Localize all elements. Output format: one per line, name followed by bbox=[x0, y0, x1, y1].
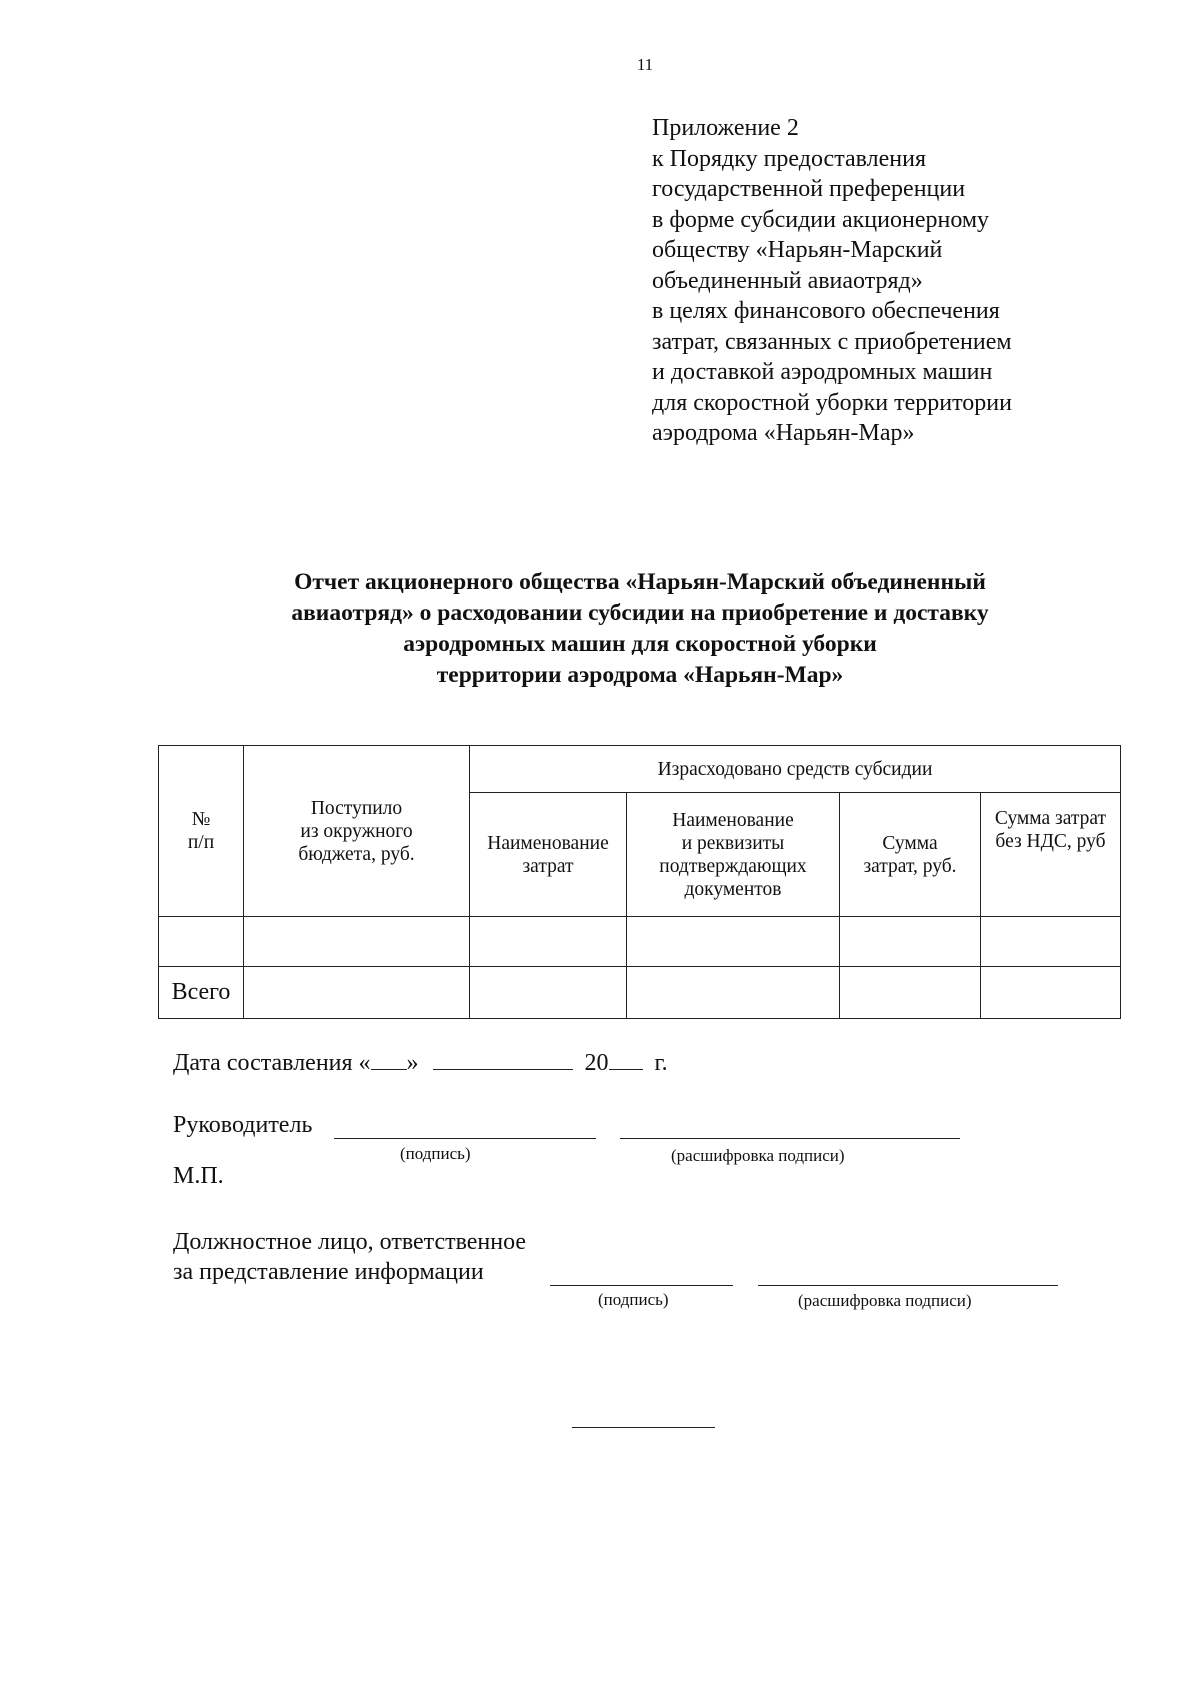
appendix-note bbox=[652, 113, 1122, 449]
year-suffix: г. bbox=[654, 1050, 668, 1076]
year-blank bbox=[609, 1047, 643, 1070]
title-line: авиаотряд» о расходовании субсидии на приобретение и доставку bbox=[291, 600, 989, 626]
head-signature-line bbox=[334, 1138, 596, 1139]
header-sum-no-vat: Сумма затрат без НДС, руб bbox=[981, 793, 1121, 917]
header-sum: Сумма затрат, руб. bbox=[840, 793, 981, 917]
title-line: аэродромных машин для скоростной уборки bbox=[403, 631, 877, 657]
head-decode-caption: (расшифровка подписи) bbox=[671, 1146, 845, 1165]
table-cell bbox=[627, 967, 840, 1019]
header-cost-name: Наименование затрат bbox=[470, 793, 627, 917]
header-received: Поступило из окружного бюджета, руб. bbox=[244, 746, 470, 917]
appendix-line: государственной преференции bbox=[652, 176, 966, 202]
header-number: № п/п bbox=[159, 746, 244, 917]
header-documents: Наименование и реквизиты подтверждающих документов bbox=[627, 793, 840, 917]
date-label: Дата составления « bbox=[173, 1050, 371, 1076]
official-line: Должностное лицо, ответственное bbox=[173, 1229, 527, 1255]
official-line: за представление информации bbox=[173, 1259, 484, 1285]
header-spent-group: Израсходовано средств субсидии bbox=[470, 746, 1121, 793]
appendix-line: и доставкой аэродромных машин bbox=[652, 359, 993, 385]
appendix-line: в форме субсидии акционерному bbox=[652, 206, 990, 233]
title-line: Отчет акционерного общества «Нарьян-Марский объединенный bbox=[294, 569, 986, 595]
date-line bbox=[173, 1047, 668, 1077]
table-cell bbox=[244, 967, 470, 1019]
year-prefix: 20 bbox=[584, 1050, 609, 1076]
day-blank bbox=[371, 1047, 407, 1070]
date-quote-close: » bbox=[406, 1050, 419, 1076]
table-cell bbox=[840, 917, 981, 967]
official-label bbox=[173, 1227, 526, 1287]
head-signature-caption: (подпись) bbox=[400, 1144, 471, 1163]
table-cell bbox=[981, 967, 1121, 1019]
appendix-line: аэродрома «Нарьян-Мар» bbox=[652, 420, 915, 446]
appendix-line: в целях финансового обеспечения bbox=[652, 298, 1000, 324]
official-signature-line bbox=[550, 1285, 733, 1286]
end-divider bbox=[572, 1427, 715, 1428]
table-cell bbox=[981, 917, 1121, 967]
official-decode-caption: (расшифровка подписи) bbox=[798, 1291, 972, 1310]
appendix-line: объединенный авиаотряд» bbox=[652, 267, 923, 294]
table-cell bbox=[470, 917, 627, 967]
report-table bbox=[158, 745, 1121, 1019]
appendix-line: затрат, связанных с приобретением bbox=[652, 328, 1012, 355]
appendix-line: к Порядку предоставления bbox=[652, 145, 927, 172]
official-decode-line bbox=[758, 1285, 1058, 1286]
month-blank bbox=[433, 1047, 573, 1070]
total-row bbox=[159, 967, 1121, 1019]
appendix-line: обществу «Нарьян-Марский bbox=[652, 237, 943, 263]
appendix-line: для скоростной уборки территории bbox=[652, 389, 1012, 416]
page-number: 11 bbox=[636, 55, 654, 74]
table-cell bbox=[627, 917, 840, 967]
total-label: Всего bbox=[159, 967, 244, 1019]
appendix-line: Приложение 2 bbox=[652, 115, 799, 141]
head-decode-line bbox=[620, 1138, 960, 1139]
official-signature-caption: (подпись) bbox=[598, 1290, 669, 1309]
title-line: территории аэродрома «Нарьян-Мар» bbox=[436, 662, 844, 688]
document-title bbox=[200, 567, 1080, 691]
table-cell bbox=[244, 917, 470, 967]
table-cell bbox=[840, 967, 981, 1019]
table-row bbox=[159, 917, 1121, 967]
seal-label: М.П. bbox=[173, 1163, 224, 1189]
head-label: Руководитель bbox=[173, 1112, 313, 1138]
table-cell bbox=[159, 917, 244, 967]
table-cell bbox=[470, 967, 627, 1019]
